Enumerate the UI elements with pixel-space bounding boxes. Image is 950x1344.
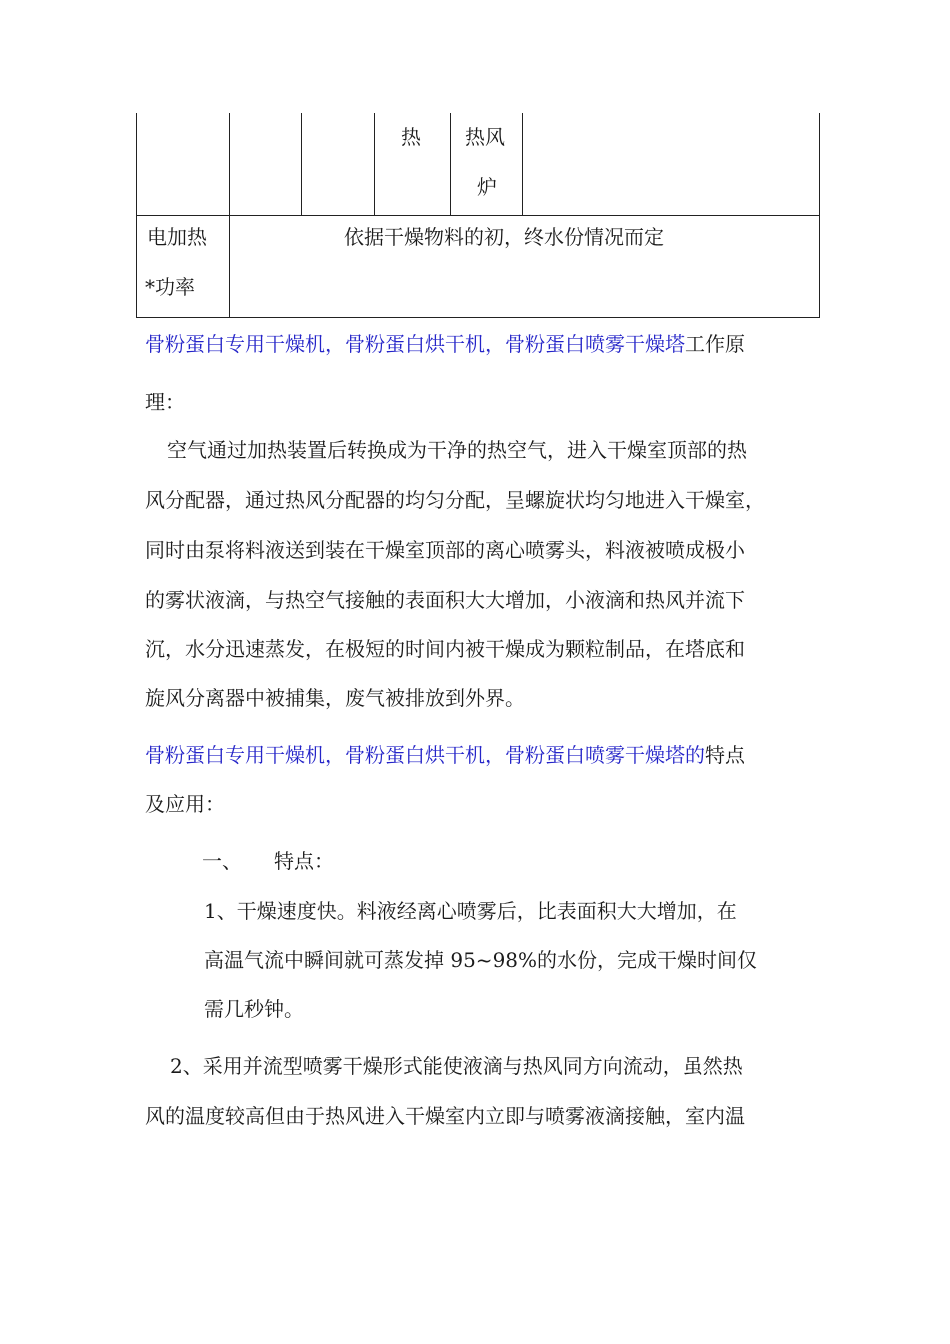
row-label-power: *功率 [145,275,195,299]
product-name-link[interactable]: 骨粉蛋白专用干燥机，骨粉蛋白烘干机，骨粉蛋白喷雾干燥塔 [145,332,685,356]
table-divider [229,215,230,317]
feature-item-line: 1、干燥速度快。料液经离心喷雾后，比表面积大大增加，在 [204,899,737,923]
product-name-link[interactable]: 骨粉蛋白专用干燥机，骨粉蛋白烘干机，骨粉蛋白喷雾干燥塔的 [145,743,705,767]
principle-paragraph-line: 的雾状液滴，与热空气接触的表面积大大增加，小液滴和热风并流下 [145,588,745,612]
features-heading-suffix: 特点 [705,743,745,767]
table-divider [229,113,230,216]
principle-paragraph-line: 沉，水分迅速蒸发，在极短的时间内被干燥成为颗粒制品，在塔底和 [145,637,745,661]
principle-heading-suffix: 工作原 [685,332,745,356]
feature-item-line: 需几秒钟。 [204,997,304,1021]
table-divider [450,113,451,216]
features-heading [145,742,745,768]
principle-heading-line2: 理： [145,390,185,414]
principle-paragraph-line: 空气通过加热装置后转换成为干净的热空气，进入干燥室顶部的热 [167,438,747,462]
feature-item-line: 风的温度较高但由于热风进入干燥室内立即与喷雾液滴接触，室内温 [145,1104,745,1128]
feature-item-line: 高温气流中瞬间就可蒸发掉 95~98%的水份，完成干燥时间仅 [204,948,758,972]
table-divider [522,113,523,216]
principle-paragraph-line: 风分配器，通过热风分配器的均匀分配，呈螺旋状均匀地进入干燥室， [145,488,765,512]
section-title: 特点： [274,849,334,873]
principle-paragraph-line: 同时由泵将料液送到装在干燥室顶部的离心喷雾头，料液被喷成极小 [145,538,745,562]
cell-hot-air: 热风 [465,125,505,149]
spec-table [136,113,820,318]
table-divider [374,113,375,216]
row-value: 依据干燥物料的初，终水份情况而定 [344,225,664,249]
section-number: 一、 [202,849,242,873]
cell-heat: 热 [401,125,421,149]
row-label-electric-heating: 电加热 [147,225,207,249]
table-divider [301,113,302,216]
principle-paragraph-line: 旋风分离器中被捕集，废气被排放到外界。 [145,686,525,710]
principle-heading [145,331,745,357]
cell-furnace: 炉 [477,175,497,199]
feature-item-line: 2、采用并流型喷雾干燥形式能使液滴与热风同方向流动，虽然热 [170,1054,743,1078]
features-heading-line2: 及应用： [145,792,225,816]
